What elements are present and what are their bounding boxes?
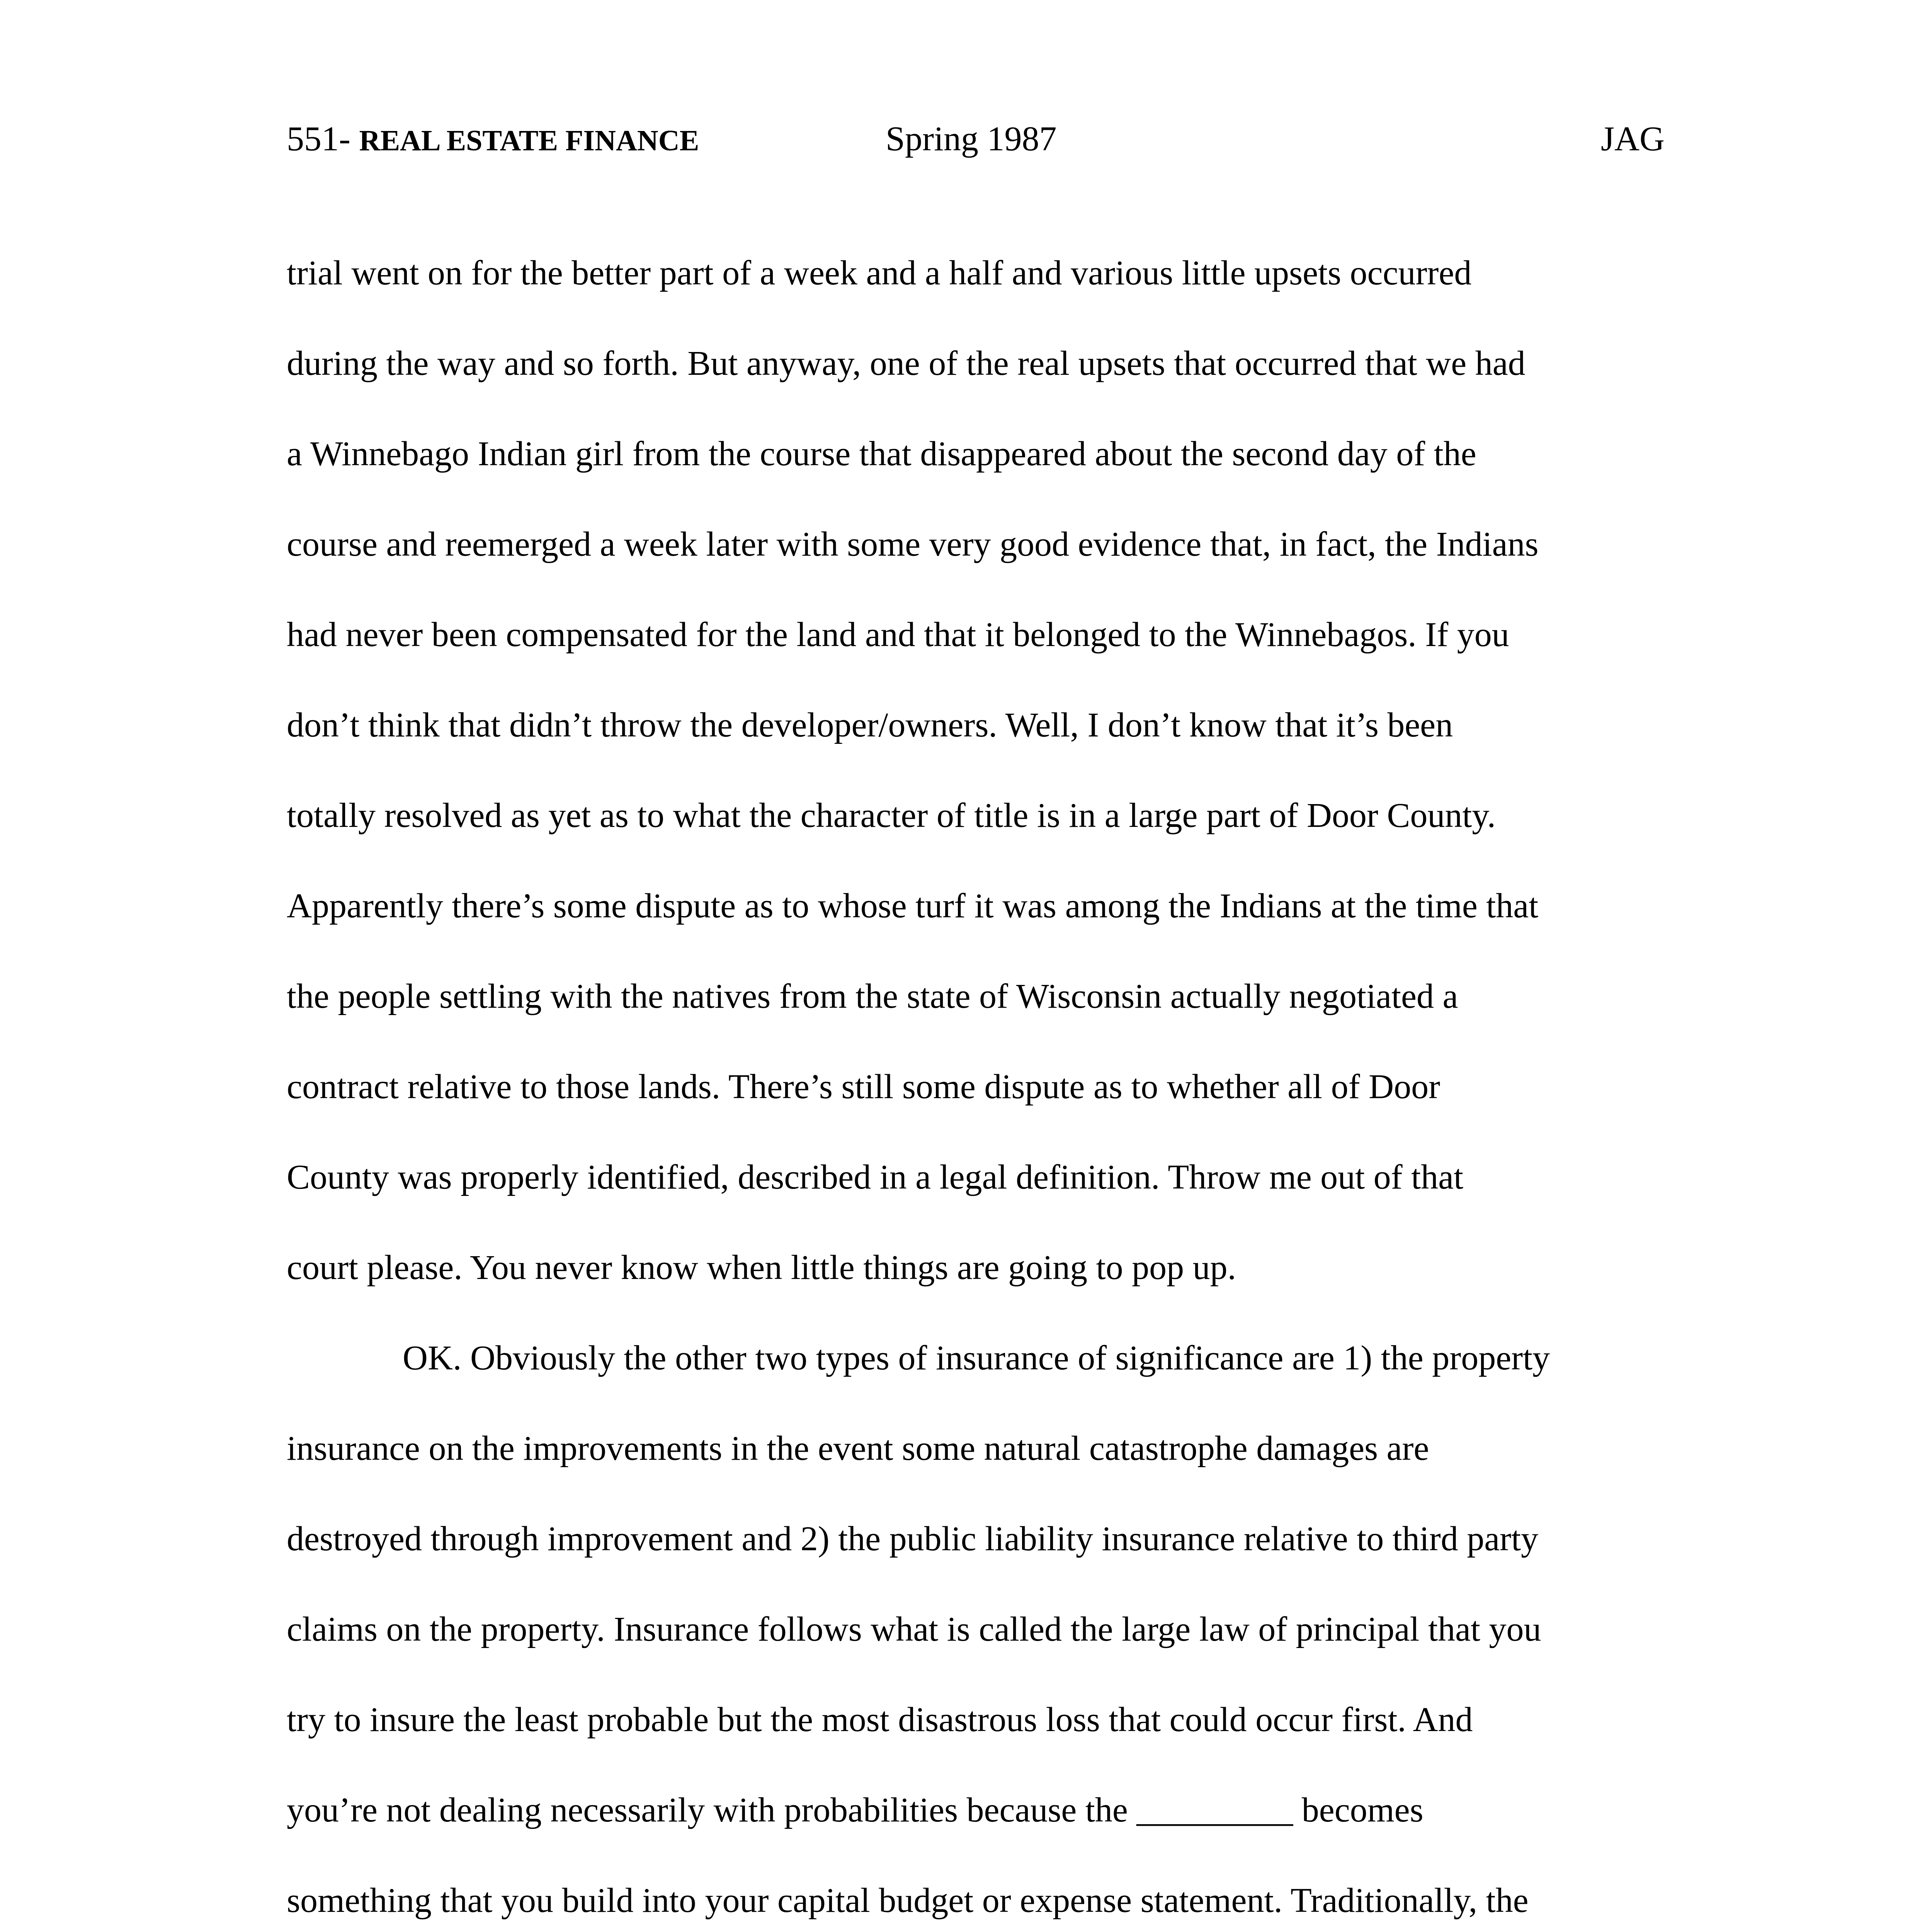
text-line: contract relative to those lands. There’s still some dispute as to whether all of Door [287, 1068, 1440, 1106]
text-line: insurance on the improvements in the event some natural catastrophe damages are [287, 1429, 1429, 1468]
header-term: Spring 1987 [886, 120, 1057, 158]
text-line: court please. You never know when little things are going to pop up. [287, 1248, 1236, 1287]
text-line: course and reemerged a week later with some very good evidence that, in fact, the Indians [287, 525, 1539, 563]
text-line: trial went on for the better part of a week and a half and various little upsets occurred [287, 254, 1472, 292]
course-name: REAL ESTATE FINANCE [359, 124, 699, 157]
text-line: don’t think that didn’t throw the developer/owners. Well, I don’t know that it’s been [287, 706, 1453, 744]
text-line: OK. Obviously the other two types of insurance of significance are 1) the property [403, 1339, 1550, 1377]
paragraph-1 [287, 228, 1665, 1313]
text-line: totally resolved as yet as to what the character of title is in a large part of Door County. [287, 796, 1496, 835]
text-line: had never been compensated for the land and that it belonged to the Winnebagos. If you [287, 616, 1509, 654]
text-line: you’re not dealing necessarily with probabilities because the _________ becomes [287, 1791, 1423, 1829]
course-number: 551- [287, 120, 350, 158]
page-header [287, 116, 1665, 162]
text-line: the people settling with the natives from the state of Wisconsin actually negotiated a [287, 977, 1458, 1015]
text-line: during the way and so forth. But anyway, one of the real upsets that occurred that we had [287, 344, 1526, 383]
text-line: something that you build into your capital budget or expense statement. Traditionally, the [287, 1881, 1529, 1920]
text-line: destroyed through improvement and 2) the public liability insurance relative to third party [287, 1520, 1539, 1558]
text-line: claims on the property. Insurance follows what is called the large law of principal that you [287, 1610, 1541, 1648]
header-course [287, 116, 699, 164]
text-line: a Winnebago Indian girl from the course that disappeared about the second day of the [287, 435, 1476, 473]
text-line: Apparently there’s some dispute as to whose turf it was among the Indians at the time that [287, 887, 1539, 925]
header-initials: JAG [1600, 120, 1665, 158]
text-line: try to insure the least probable but the most disastrous loss that could occur first. And [287, 1701, 1473, 1739]
body-text [287, 228, 1665, 1932]
text-line: County was properly identified, described in a legal definition. Throw me out of that [287, 1158, 1464, 1196]
paragraph-2 [287, 1313, 1665, 1932]
